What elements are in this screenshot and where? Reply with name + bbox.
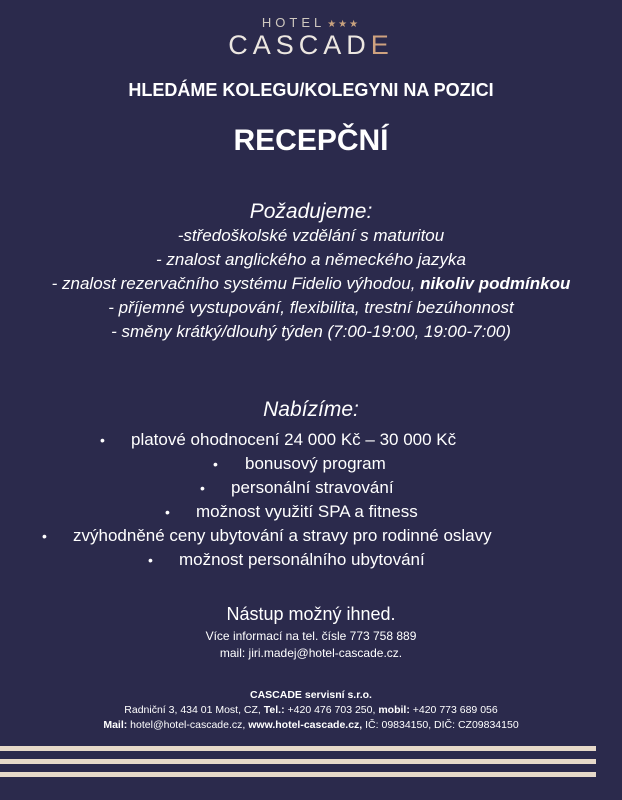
offer-item — [0, 524, 622, 548]
logo-name — [0, 30, 622, 61]
bullet-icon: • — [213, 456, 218, 472]
requirement-text: - znalost rezervačního systému Fidelio výhodou, — [51, 274, 416, 293]
tel-number: +420 476 703 250, — [287, 704, 376, 716]
bullet-icon: • — [100, 432, 105, 448]
offer-text: bonusový program — [245, 454, 386, 473]
requirement-item: - příjemné vystupování, flexibilita, trestní bezúhonnost — [108, 298, 514, 317]
bullet-icon: • — [200, 480, 205, 496]
offer-item — [0, 548, 622, 572]
contact-info — [0, 628, 622, 662]
contact-mail: mail: jiri.madej@hotel-cascade.cz. — [219, 646, 403, 660]
start-date: Nástup možný ihned. — [226, 604, 396, 624]
bullet-icon: • — [42, 528, 47, 544]
offer-text: možnost personálního ubytování — [179, 550, 425, 569]
company-name: CASCADE servisní s.r.o. — [250, 689, 372, 701]
requirement-item: - znalost anglického a německého jazyka — [156, 250, 466, 269]
company-footer — [0, 688, 622, 733]
position-title: RECEPČNÍ — [233, 124, 389, 157]
mail-label: Mail: — [103, 719, 128, 731]
logo-name-main: CASCAD — [228, 30, 371, 60]
requirement-item: - směny krátký/dlouhý týden (7:00-19:00, 19:00-7:00) — [111, 322, 511, 341]
hotel-logo — [0, 14, 622, 61]
requirements-section — [0, 200, 622, 344]
logo-name-last: E — [370, 30, 394, 60]
offer-list — [0, 428, 622, 572]
offer-text: možnost využití SPA a fitness — [196, 502, 418, 521]
stripe-divider — [0, 759, 596, 764]
requirement-item — [0, 272, 622, 296]
company-ids: IČ: 09834150, DIČ: CZ09834150 — [365, 719, 519, 731]
web-link[interactable]: www.hotel-cascade.cz, — [248, 719, 363, 731]
offer-text: zvýhodněné ceny ubytování a stravy pro rodinné oslavy — [73, 526, 492, 545]
logo-hotel-text: HOTEL — [261, 15, 326, 30]
offer-item — [0, 428, 622, 452]
contact-phone: Více informací na tel. čísle 773 758 889 — [205, 629, 417, 643]
offer-item — [0, 500, 622, 524]
bullet-icon: • — [148, 552, 153, 568]
offer-title: Nabízíme: — [263, 398, 359, 421]
offer-item — [0, 452, 622, 476]
offer-text: personální stravování — [231, 478, 394, 497]
offer-item — [0, 476, 622, 500]
mail-link[interactable]: hotel@hotel-cascade.cz, — [130, 719, 246, 731]
mobil-number: +420 773 689 056 — [412, 704, 498, 716]
mobil-label: mobil: — [378, 704, 410, 716]
company-address: Radniční 3, 434 01 Most, CZ, — [124, 704, 261, 716]
tel-label: Tel.: — [263, 704, 285, 716]
bullet-icon: • — [165, 504, 170, 520]
decorative-stripes — [0, 746, 596, 785]
offer-section — [0, 398, 622, 422]
requirements-title: Požadujeme: — [249, 200, 373, 223]
requirement-item: -středoškolské vzdělání s maturitou — [177, 226, 445, 245]
headline: HLEDÁME KOLEGU/KOLEGYNI NA POZICI — [128, 80, 494, 100]
offer-text: platové ohodnocení 24 000 Kč – 30 000 Kč — [131, 430, 457, 449]
stripe-divider — [0, 772, 596, 777]
star-rating-icon: ★★★ — [327, 19, 361, 30]
stripe-divider — [0, 746, 596, 751]
requirement-emphasis: nikoliv podmínkou — [420, 274, 571, 293]
